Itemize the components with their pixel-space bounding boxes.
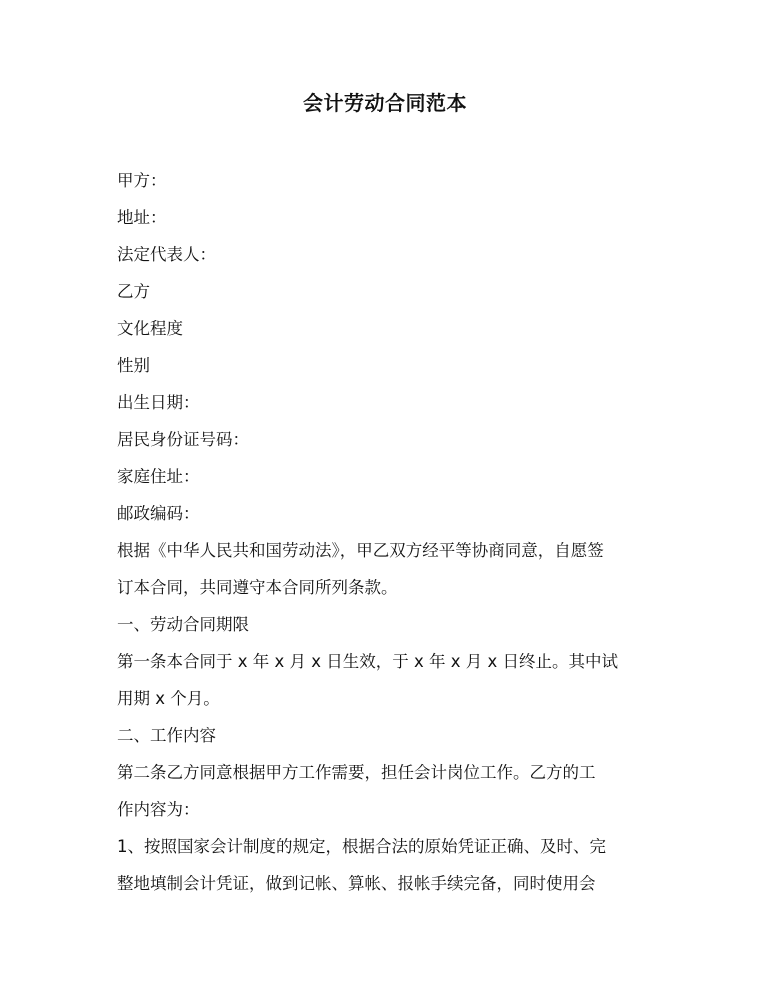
document-body <box>117 162 662 902</box>
preamble-line-2: 订本合同，共同遵守本合同所列条款。 <box>117 578 398 597</box>
id-number-line: 居民身份证号码： <box>117 430 249 449</box>
legal-representative-line: 法定代表人： <box>117 245 216 264</box>
gender-line: 性别 <box>117 356 150 375</box>
article-2-line-2: 作内容为： <box>117 800 200 819</box>
home-address-line: 家庭住址： <box>117 467 200 486</box>
preamble-line-1: 根据《中华人民共和国劳动法》，甲乙双方经平等协商同意，自愿签 <box>117 541 604 560</box>
document-title: 会计劳动合同范本 <box>303 91 467 115</box>
duty-1-line-1: 1、按照国家会计制度的规定，根据合法的原始凭证正确、及时、完 <box>117 837 606 856</box>
education-line: 文化程度 <box>117 319 183 338</box>
birth-date-line: 出生日期： <box>117 393 200 412</box>
postal-code-line: 邮政编码： <box>117 504 200 523</box>
article-1-line-2: 用期 x 个月。 <box>117 689 220 708</box>
article-2-line-1: 第二条乙方同意根据甲方工作需要，担任会计岗位工作。乙方的工 <box>117 763 596 782</box>
duty-1-line-2: 整地填制会计凭证，做到记帐、算帐、报帐手续完备，同时使用会 <box>117 874 596 893</box>
section-heading-term: 一、劳动合同期限 <box>117 615 249 634</box>
party-b-line: 乙方 <box>117 282 150 301</box>
article-1-line-1: 第一条本合同于 x 年 x 月 x 日生效，于 x 年 x 月 x 日终止。其中试 <box>117 652 619 671</box>
party-a-line: 甲方： <box>117 171 167 190</box>
address-line: 地址： <box>117 208 167 227</box>
section-heading-work: 二、工作内容 <box>117 726 216 745</box>
